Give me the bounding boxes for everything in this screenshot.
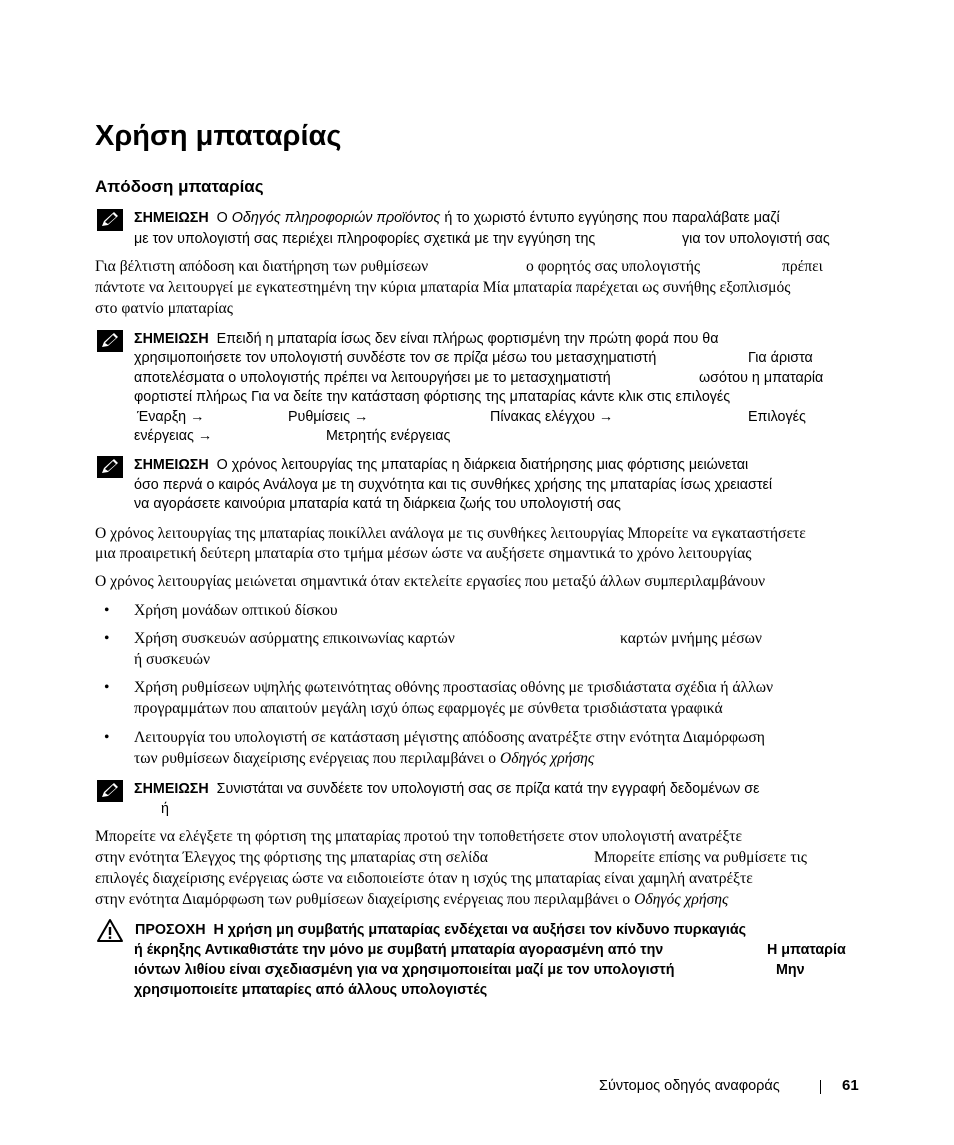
note-text: ή το χωριστό έντυπο εγγύησης που παραλάβατε μαζί [440,210,780,226]
caution-line-2b: Η μπαταρία [767,942,846,958]
menu-path-power-options-cont: ενέργειας → [134,428,213,444]
note-2-line-1 [134,329,719,349]
note-3-line-2: όσο περνά ο καιρός Ανάλογα με τη συχνότητα και τις συνθήκες χρήσης της μπαταρίας ίσως χρειαστεί [134,477,773,493]
para-4-line-2a: στην ενότητα Έλεγχος της φόρτισης της μπαταρίας στη σελίδα [95,849,488,866]
note-1-line-2b: για τον υπολογιστή σας [682,231,830,247]
page-title: Χρήση μπαταρίας [95,120,342,152]
bullet-2-line-1a: Χρήση συσκευών ασύρματης επικοινωνίας καρτών [134,630,455,647]
note-1-line-2a: με τον υπολογιστή σας περιέχει πληροφορίες σχετικά με την εγγύηση της [134,231,596,247]
note-pencil-icon [97,209,123,231]
menu-path-power-options: Επιλογές [748,409,806,425]
note-3-line-1 [134,455,748,475]
bullet-marker: • [104,679,110,696]
note-pencil-icon [97,780,123,802]
bullet-4-line-1: Λειτουργία του υπολογιστή σε κατάσταση μέγιστης απόδοσης ανατρέξτε στην ενότητα Διαμόρφωση [134,729,765,746]
menu-path-settings: Ρυθμίσεις → [288,409,369,425]
para-3-line-1: Ο χρόνος λειτουργίας μειώνεται σημαντικά όταν εκτελείτε εργασίες που μεταξύ άλλων συμπεριλαμβάνουν [95,573,766,590]
note-2-line-2b: Για άριστα [748,350,813,366]
note-2-line-3a: αποτελέσματα ο υπολογιστής πρέπει να λειτουργήσει με το μετασχηματιστή [134,370,611,386]
bullet-2-line-2: ή συσκευών [134,651,211,668]
note-3-line-3: να αγοράσετε καινούρια μπαταρία κατά τη διάρκεια ζωής του υπολογιστή σας [134,496,621,512]
para-1-line-1a: Για βέλτιστη απόδοση και διατήρηση των ρυθμίσεων [95,258,429,275]
section-title: Απόδοση μπαταρίας [95,177,264,196]
note-text: Ο χρόνος λειτουργίας της μπαταρίας η διάρκεια διατήρησης μιας φόρτισης μειώνεται [216,457,749,473]
para-4-line-4 [95,889,728,910]
para-2-line-1: Ο χρόνος λειτουργίας της μπαταρίας ποικίλλει ανάλογα με τις συνθήκες λειτουργίας Μπορείτε να εγκαταστήσετε [95,525,806,542]
para-text: στην ενότητα Διαμόρφωση των ρυθμίσεων διαχείρισης ενέργειας που περιλαμβάνει ο [95,891,635,908]
note-label: ΣΗΜΕΙΩΣΗ [134,210,209,226]
footer-guide-title: Σύντομος οδηγός αναφοράς [599,1078,780,1094]
caution-line-3a: ιόντων λιθίου είναι σχεδιασμένη για να χρησιμοποιείται μαζί με τον υπολογιστή [134,962,675,978]
caution-line-2a: ή έκρηξης Αντικαθιστάτε την μόνο με συμβατή μπαταρία αγορασμένη από την [134,942,664,958]
para-1-line-3: στο φατνίο μπαταρίας [95,300,233,317]
product-info-guide-ref: Οδηγός πληροφοριών προϊόντος [231,210,441,226]
note-label: ΣΗΜΕΙΩΣΗ [134,331,209,347]
bullet-2-line-1b: καρτών μνήμης μέσων [620,630,762,647]
para-1-line-1b: ο φορητός σας υπολογιστής [526,258,701,275]
bullet-marker: • [104,729,110,746]
caution-line-1 [135,920,746,940]
note-text: Ο [216,210,232,226]
bullet-3-line-1: Χρήση ρυθμίσεων υψηλής φωτεινότητας οθόνης προστασίας οθόνης με τρισδιάστατα σχέδια ή άλλων [134,679,774,696]
footer-separator [820,1080,821,1094]
caution-line-3b: Μην [776,962,805,978]
note-pencil-icon [97,456,123,478]
menu-path-start: Έναρξη → [137,409,205,425]
bullet-text: των ρυθμίσεων διαχείρισης ενέργειας που περιλαμβάνει ο [134,750,500,767]
para-4-line-3: επιλογές διαχείρισης ενέργειας ώστε να ειδοποιείστε όταν η ισχύς της μπαταρίας είναι χαμηλή ανατρέξτε [95,870,753,887]
para-2-line-2: μια προαιρετική δεύτερη μπαταρία στο τμήμα μέσων ώστε να αυξήσετε σημαντικά το χρόνο λειτουργίας [95,545,752,562]
note-2-line-4: φορτιστεί πλήρως Για να δείτε την κατάσταση φόρτισης της μπαταρίας κάντε κλικ στις επιλογές [134,389,731,405]
note-2-line-2a: χρησιμοποιήσετε τον υπολογιστή συνδέστε τον σε πρίζα μέσω του μετασχηματιστή [134,350,657,366]
caution-label: ΠΡΟΣΟΧΗ [135,922,206,938]
bullet-1: Χρήση μονάδων οπτικού δίσκου [134,602,338,619]
user-guide-ref: Οδηγός χρήσης [499,750,595,767]
bullet-3-line-2: προγραμμάτων που απαιτούν μεγάλη ισχύ όπως εφαρμογές με σύνθετα τρισδιάστατα γραφικά [134,700,723,717]
page-number: 61 [842,1077,859,1094]
caution-warning-icon [96,918,124,943]
note-1-line-1 [134,208,780,228]
note-2-line-3b: ωσότου η μπαταρία [699,370,824,386]
user-guide-ref: Οδηγός χρήσης [634,891,729,908]
note-label: ΣΗΜΕΙΩΣΗ [134,457,209,473]
para-4-line-1: Μπορείτε να ελέγξετε τη φόρτιση της μπαταρίας προτού την τοποθετήσετε στον υπολογιστή ανατρέξτε [95,828,743,845]
caution-line-4: χρησιμοποιείτε μπαταρίες από άλλους υπολογιστές [134,982,488,998]
note-label: ΣΗΜΕΙΩΣΗ [134,781,209,797]
para-4-line-2b: Μπορείτε επίσης να ρυθμίσετε τις [594,849,807,866]
bullet-marker: • [104,602,110,619]
note-4-line-2: ή [161,801,169,817]
note-text: Επειδή η μπαταρία ίσως δεν είναι πλήρως φορτισμένη την πρώτη φορά που θα [216,331,719,347]
caution-text: Η χρήση μη συμβατής μπαταρίας ενδέχεται να αυξήσει τον κίνδυνο πυρκαγιάς [213,922,747,938]
note-4-line-1 [134,779,759,799]
note-text: Συνιστάται να συνδέετε τον υπολογιστή σας σε πρίζα κατά την εγγραφή δεδομένων σε [216,781,760,797]
bullet-4-line-2 [134,748,594,769]
para-1-line-1c: πρέπει [782,258,823,275]
menu-path-control-panel: Πίνακας ελέγχου → [490,409,614,425]
note-pencil-icon [97,330,123,352]
para-1-line-2: πάντοτε να λειτουργεί με εγκατεστημένη την κύρια μπαταρία Μία μπαταρία παρέχεται ως συνήθης εξοπλισμός [95,279,791,296]
menu-path-power-meter: Μετρητής ενέργειας [326,428,451,444]
bullet-marker: • [104,630,110,647]
